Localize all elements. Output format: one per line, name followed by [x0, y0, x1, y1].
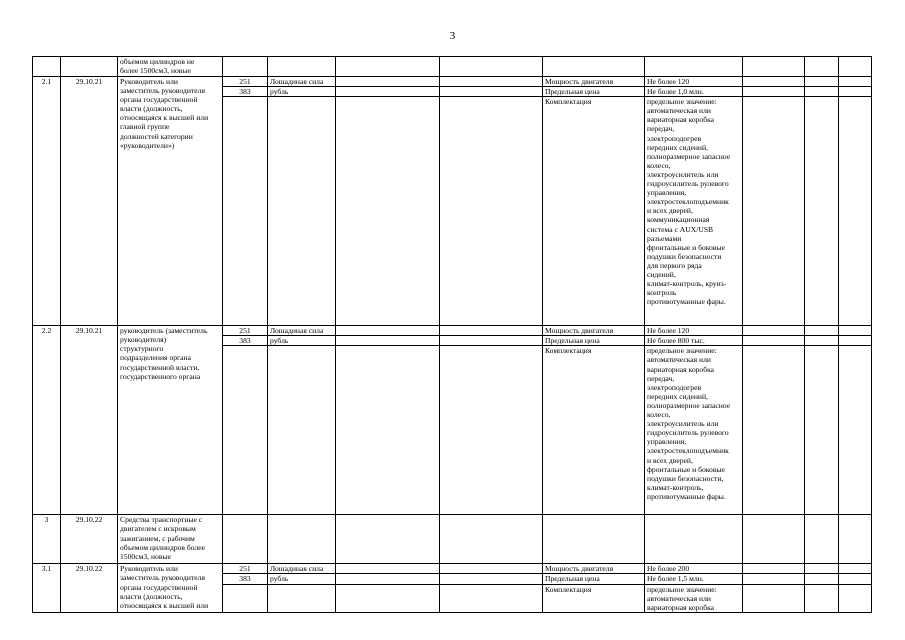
table-row-continuation	[33, 57, 872, 77]
item-name-cell: объемом цилиндров не более 1500см3, новые	[118, 57, 223, 77]
requirements-table	[32, 56, 872, 613]
item-number-cell: 3.1	[33, 564, 61, 612]
okei-code-cell: 383	[223, 336, 268, 346]
value-cell: предельное значение: автоматическая или вариаторная коробка передач, электроподогрев передних сидений, полноразмерное запасное колесо, электроусилитель или гидроусилитель рулевого управления, электростеклоподъемник и всех дверей, фронтальные и боковые подушки безопасности, климат-контроль, противотуманные фары.	[645, 346, 743, 515]
value-cell: Не более 800 тыс.	[645, 336, 743, 346]
table-row-3	[33, 515, 872, 564]
okei-code-cell: 251	[223, 77, 268, 87]
item-name-cell: Руководитель или заместитель руководителя органа государственной власти (должность, относящаяся к высшей или	[118, 564, 223, 612]
okei-code-cell: 383	[223, 574, 268, 584]
characteristic-cell: Комплектация	[543, 97, 645, 326]
unit-cell: Лошадиная сила	[268, 564, 336, 574]
characteristic-cell: Предельная цена	[543, 87, 645, 97]
okpd-code-cell: 29.10.22	[61, 515, 118, 564]
table-row-3-1	[33, 564, 872, 574]
characteristic-cell: Комплектация	[543, 584, 645, 612]
okei-code-cell: 251	[223, 326, 268, 336]
table-row-2-2	[33, 326, 872, 336]
value-cell: предельное значение: автоматическая или вариаторная коробка	[645, 584, 743, 612]
item-name-cell: Руководитель или заместитель руководителя органа государственной власти (должность, относящаяся к высшей или главной группе должностей категории «руководители»)	[118, 77, 223, 326]
characteristic-cell: Мощность двигателя	[543, 326, 645, 336]
characteristic-cell: Мощность двигателя	[543, 564, 645, 574]
unit-cell: Лошадиная сила	[268, 77, 336, 87]
okei-code-cell: 383	[223, 87, 268, 97]
item-name-cell: руководитель (заместитель руководителя) структурного подразделения органа государственной власти, государственного органа	[118, 326, 223, 515]
okpd-code-cell: 29.10.21	[61, 326, 118, 515]
value-cell: Не более 200	[645, 564, 743, 574]
okpd-code-cell: 29.10.21	[61, 77, 118, 326]
unit-cell: рубль	[268, 87, 336, 97]
unit-cell: Лошадиная сила	[268, 326, 336, 336]
item-number-cell: 3	[33, 515, 61, 564]
table-row-2-1	[33, 77, 872, 87]
page-number: 3	[449, 30, 456, 42]
value-cell: Не более 1,0 млн.	[645, 87, 743, 97]
okei-code-cell: 251	[223, 564, 268, 574]
value-cell: Не более 120	[645, 326, 743, 336]
value-cell: предельное значение: автоматическая или вариаторная коробка передач, электроподогрев передних сидений, полноразмерное запасное колесо, электроусилитель или гидроусилитель рулевого управления, электростеклоподъемник и всех дверей, коммуникационная система с AUX/USB разъемами фронтальные и боковые подушки безопасности для первого ряда сидений, климат-контроль, круиз- контроль противотуманные фары.	[645, 97, 743, 326]
okpd-code-cell: 29.10.22	[61, 564, 118, 612]
value-cell: Не более 120	[645, 77, 743, 87]
item-number-cell: 2.2	[33, 326, 61, 515]
unit-cell: рубль	[268, 574, 336, 584]
unit-cell: рубль	[268, 336, 336, 346]
characteristic-cell: Предельная цена	[543, 336, 645, 346]
characteristic-cell: Комплектация	[543, 346, 645, 515]
characteristic-cell: Мощность двигателя	[543, 77, 645, 87]
value-cell: Не более 1,5 млн.	[645, 574, 743, 584]
item-number-cell: 2.1	[33, 77, 61, 326]
characteristic-cell: Предельная цена	[543, 574, 645, 584]
item-name-cell: Средства транспортные с двигателем с искровым зажиганием, с рабочим объемом цилиндров более 1500см3, новые	[118, 515, 223, 564]
